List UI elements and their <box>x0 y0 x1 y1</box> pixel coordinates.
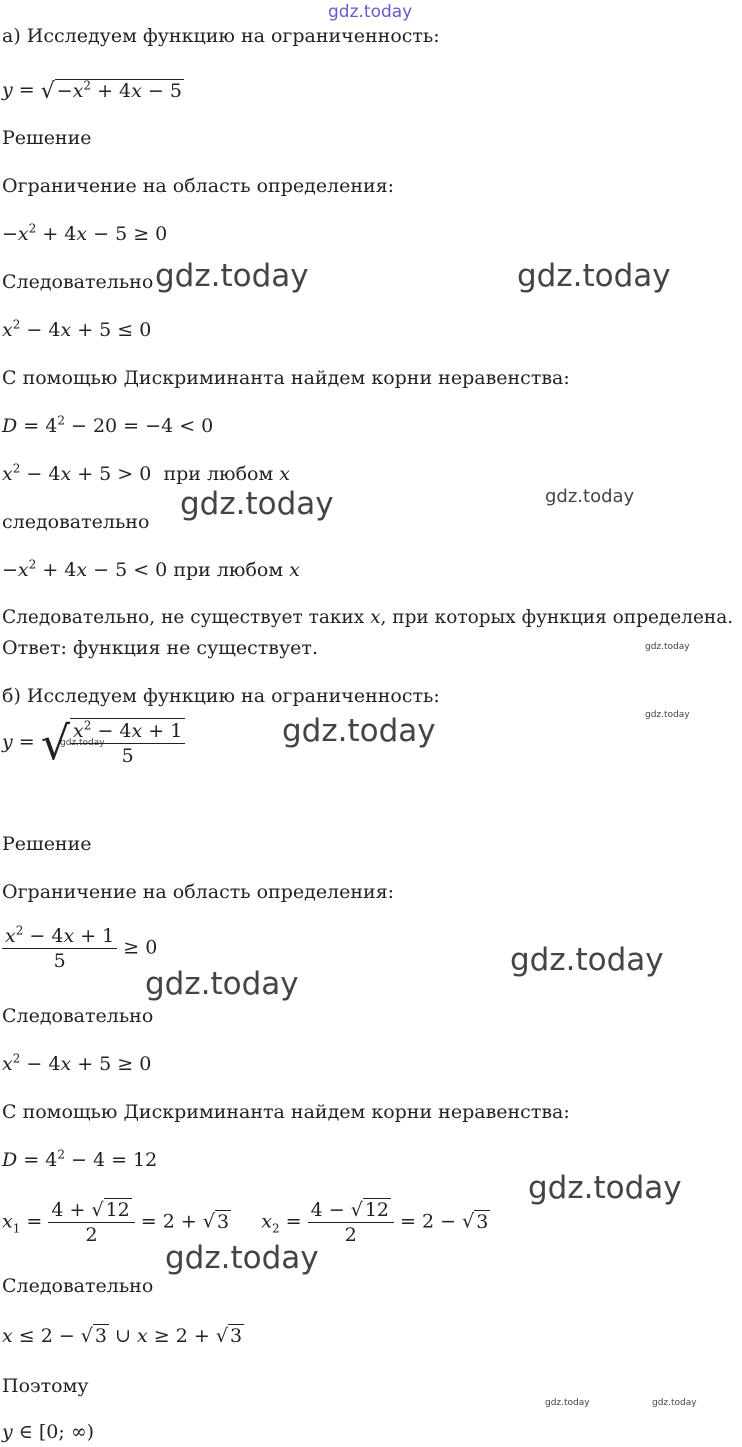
watermark: gdz.today <box>652 1398 697 1408</box>
part-a-inequality-1: $-x^2 + 4x - 5 \ge 0$ <box>2 221 168 245</box>
watermark: gdz.today <box>145 966 299 1002</box>
part-b-range: y ∈ [0; ∞) <box>2 1421 95 1443</box>
part-b-inequality-2: $x^2 - 4x + 5 \ge 0$ <box>2 1051 152 1075</box>
part-b-hence: Поэтому <box>2 1375 89 1397</box>
watermark: gdz.today <box>528 1170 682 1206</box>
part-a-discriminant-label: С помощью Дискриминанта найдем корни неравенства: <box>2 367 570 389</box>
watermark: gdz.today <box>180 486 334 522</box>
part-a-inequality-3: $x^2 - 4x + 5 > 0$ при любом x <box>2 461 291 485</box>
part-a-heading: а) Исследуем функцию на ограниченность: <box>2 25 440 47</box>
watermark: gdz.today <box>645 710 690 720</box>
part-a-conclusion: Следовательно, не существует таких x, при которых функция определена. <box>2 607 734 628</box>
part-a-inequality-2: $x^2 - 4x + 5 \le 0$ <box>2 317 152 341</box>
part-a-inequality-4: $-x^2 + 4x - 5 < 0$ при любом x <box>2 557 300 581</box>
watermark: gdz.today <box>60 738 105 748</box>
part-b-function: y = √ $\frac{x^2 - 4x + 1}{5}$ <box>2 718 185 768</box>
part-b-solution-label: Решение <box>2 833 92 855</box>
watermark: gdz.today <box>165 1240 319 1276</box>
part-a-therefore-1: Следовательно <box>2 271 154 293</box>
part-a-answer: Ответ: функция не существует. <box>2 637 318 659</box>
part-b-heading: б) Исследуем функцию на ограниченность: <box>2 685 440 707</box>
part-a-function: y = √ $-x^2 + 4x - 5$ <box>2 78 182 104</box>
part-b-domain-label: Ограничение на область определения: <box>2 881 395 903</box>
part-b-therefore-2: Следовательно <box>2 1275 154 1297</box>
watermark: gdz.today <box>155 258 309 294</box>
part-b-discriminant: $D = 4^2 - 4 = 12$ <box>2 1147 158 1171</box>
watermark: gdz.today <box>545 486 635 507</box>
part-b-solution-set: x ≤ 2 − √ 3 ∪ x ≥ 2 + √ 3 <box>2 1325 243 1347</box>
part-a-discriminant: $D = 4^2 - 20 = -4 < 0$ <box>2 413 214 437</box>
watermark: gdz.today <box>645 642 690 652</box>
part-a-therefore-2: следовательно <box>2 511 150 533</box>
watermark: gdz.today <box>510 942 664 978</box>
for-any-x-text: при любом <box>163 463 274 485</box>
for-any-x-text: при любом <box>173 559 284 581</box>
part-b-roots: $x_1$ = $\frac{4 + √ 12}{2}$ = 2 + √ 3 $x_2$ = $\frac{4 - √ 12}{2}$ = 2 − √ 3 <box>2 1199 489 1246</box>
part-b-therefore-1: Следовательно <box>2 1005 154 1027</box>
watermark: gdz.today <box>545 1398 590 1408</box>
part-a-domain-label: Ограничение на область определения: <box>2 175 395 197</box>
part-b-discriminant-label: С помощью Дискриминанта найдем корни неравенства: <box>2 1101 570 1123</box>
watermark: gdz.today <box>517 258 671 294</box>
watermark: gdz.today <box>282 713 436 749</box>
part-a-solution-label: Решение <box>2 127 92 149</box>
watermark: gdz.today <box>328 2 413 22</box>
part-b-inequality-1: $\frac{x^2 - 4x + 1}{5}$ ≥ 0 <box>2 924 157 973</box>
